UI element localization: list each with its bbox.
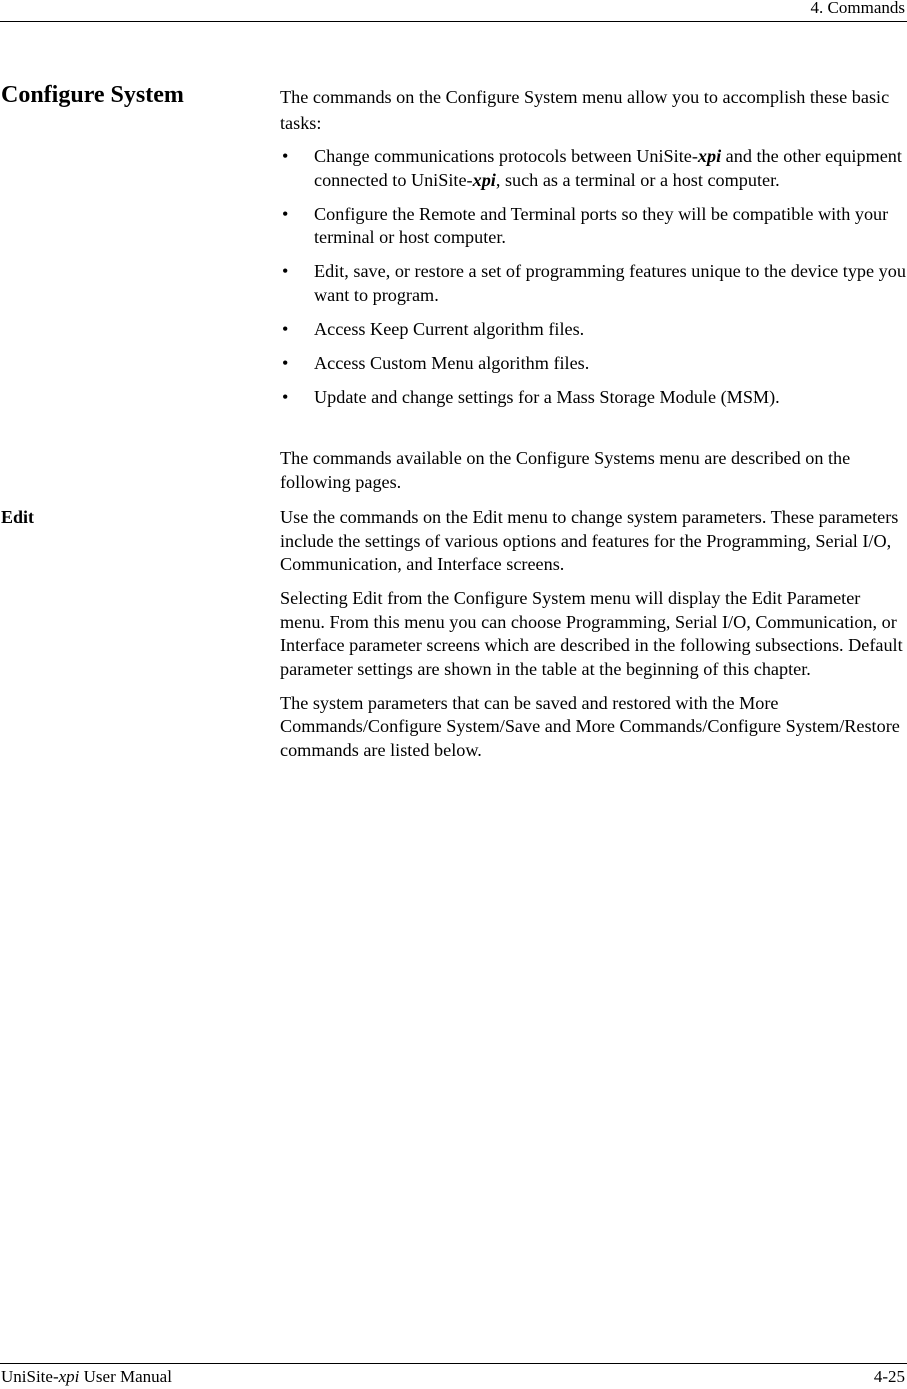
bullet-icon: • [282, 386, 289, 407]
edit-heading: Edit [1, 507, 35, 527]
footer-manual-suffix: User Manual [79, 1367, 172, 1386]
task-list [280, 145, 906, 420]
bullet-icon: • [282, 146, 289, 166]
section-title: Configure System [1, 82, 184, 108]
footer-manual-italic: xpi [58, 1367, 80, 1386]
product-suffix: xpi [697, 146, 722, 166]
summary-paragraph [280, 447, 906, 494]
list-item [280, 260, 906, 307]
bullet-icon: • [282, 318, 289, 339]
edit-body [280, 506, 906, 773]
intro-paragraph [280, 84, 906, 136]
list-item-text: Configure the Remote and Terminal ports so they will be compatible with your terminal or host computer. [314, 203, 889, 247]
footer-manual-title [1, 1367, 172, 1387]
edit-paragraph: Selecting Edit from the Configure System menu will display the Edit Parameter menu. From this menu you can choose Programming, Serial I/O, Communication, or Interface parameter screens which are described in the following subsections. Default parameter settings are shown in the table at the beginning of this chapter. [280, 588, 903, 679]
list-item-text: Edit, save, or restore a set of programming features unique to the device type you want to program. [314, 261, 906, 305]
list-item [280, 145, 906, 192]
bullet-icon: • [282, 352, 289, 373]
footer-rule [0, 1363, 907, 1364]
list-item [280, 352, 906, 376]
list-item-text: Access Custom Menu algorithm files. [314, 352, 590, 373]
footer-manual-prefix: UniSite- [1, 1367, 59, 1386]
product-suffix: xpi [472, 169, 496, 190]
running-head: 4. Commands [810, 0, 905, 17]
page-number: 4-25 [873, 1367, 905, 1386]
list-item-text: , such as a terminal or a host computer. [495, 169, 780, 190]
list-item [280, 386, 906, 410]
list-item-text: and the other equipment connected to UniSite- [314, 146, 902, 190]
bullet-icon: • [282, 261, 289, 281]
list-item [280, 318, 906, 342]
summary-text: The commands available on the Configure Systems menu are described on the following pages. [280, 448, 851, 492]
edit-paragraph: Use the commands on the Edit menu to change system parameters. These parameters include the settings of various options and features for the Programming, Serial I/O, Communication, and Interface screens. [280, 507, 899, 574]
edit-paragraph: The system parameters that can be saved and restored with the More Commands/Configure System/Save and More Commands/Configure System/Restore commands are listed below. [280, 692, 900, 760]
list-item-text: Access Keep Current algorithm files. [314, 318, 585, 339]
bullet-icon: • [282, 203, 289, 224]
intro-text: The commands on the Configure System menu allow you to accomplish these basic tasks: [280, 87, 890, 133]
list-item-text: Update and change settings for a Mass Storage Module (MSM). [314, 386, 780, 407]
header-rule [0, 21, 907, 22]
list-item [280, 203, 906, 250]
list-item-text: Change communications protocols between UniSite- [314, 146, 698, 166]
